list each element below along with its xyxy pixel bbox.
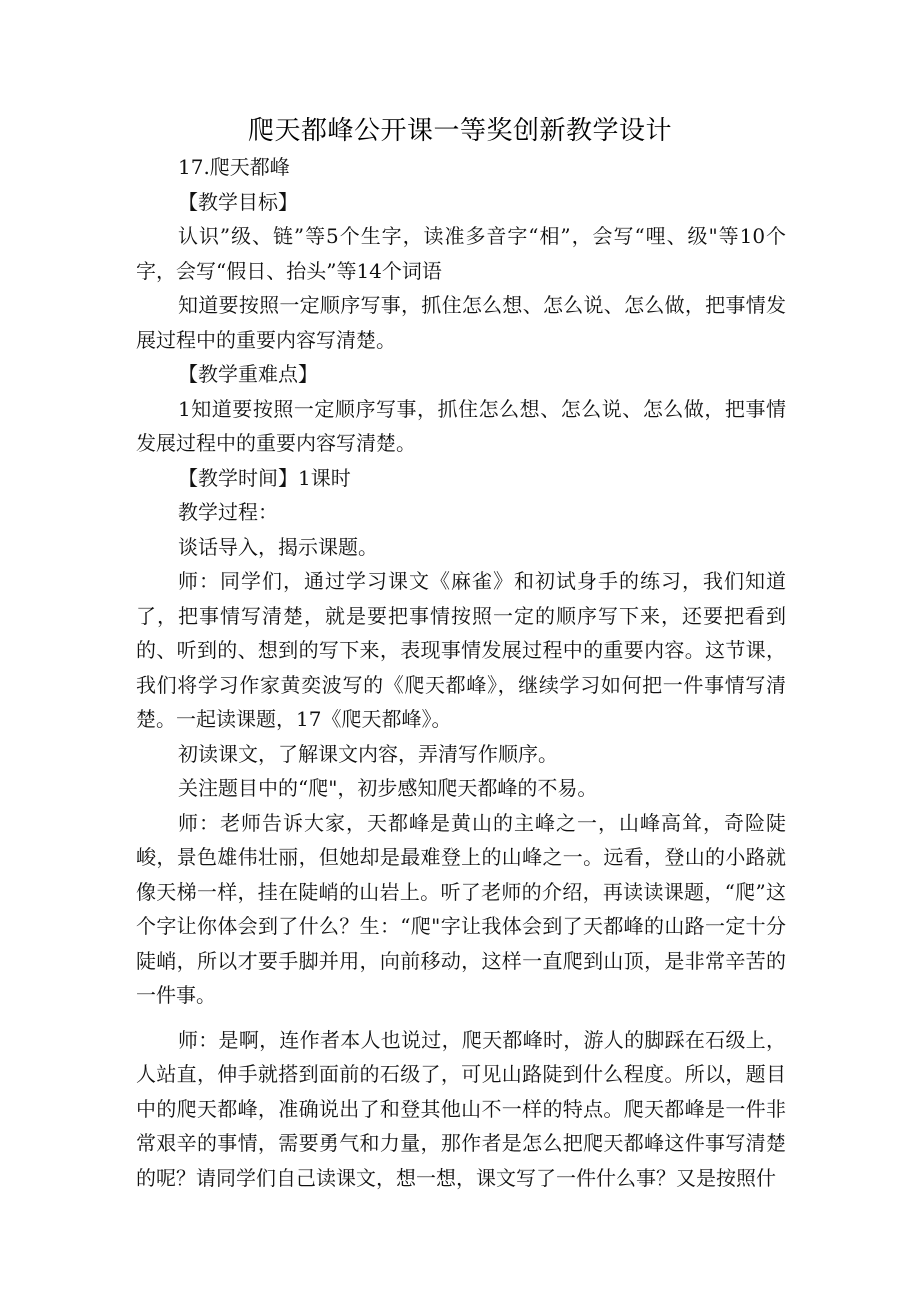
- paragraph-lesson-number: 17.爬天都峰: [178, 155, 290, 179]
- paragraph-first-reading: 初读课文，了解课文内容，弄清写作顺序。: [178, 741, 558, 766]
- paragraph-focus-title: 关注题目中的“爬"，初步感知爬天都峰的不易。: [178, 776, 598, 800]
- paragraph-teacher-tiandu: 师：老师告诉大家，天都峰是黄山的主峰之一，山峰高耸，奇险陡峻，景色雄伟壮丽，但她却是最难登上的山峰之一。远看，登山的小路就像天梯一样，挂在陡峭的山岩上。听了老师的介绍，再读读课题，“爬”这个字让你体会到了什么？生：“爬"字让我体会到了天都峰的山路一定十分陡峭，所以才要手脚并用，向前移动，这样一直爬到山顶，是非常辛苦的一件事。: [136, 810, 786, 1007]
- heading-teaching-time: 【教学时间】1课时: [178, 465, 351, 490]
- heading-key-points: 【教学重难点】: [178, 362, 318, 386]
- paragraph-teacher-conclusion: 师：是啊，连作者本人也说过，爬天都峰时，游人的脚踩在石级上，人站直，伸手就搭到面前的石级了，可见山路陡到什么程度。所以，题目中的爬天都峰，准确说出了和登其他山不一样的特点。爬天都峰是一件非常艰辛的事情，需要勇气和力量，那作者是怎么把爬天都峰这件事写清楚的呢？请同学们自己读课文，想一想，课文写了一件什么事？又是按照什: [136, 1027, 786, 1190]
- paragraph-intro: 谈话导入，揭示课题。: [178, 534, 378, 559]
- heading-teaching-process: 教学过程：: [178, 500, 278, 524]
- document-body: [136, 150, 786, 1195]
- heading-teaching-goals: 【教学目标】: [178, 189, 298, 214]
- paragraph-goal-characters: 认识”级、链”等5个生字，读准多音字“相”，会写“哩、级"等10个字，会写“假日、抬头”等14个词语: [136, 224, 786, 283]
- document-title: 爬天都峰公开课一等奖创新教学设计: [247, 116, 672, 146]
- paragraph-goal-writing: 知道要按照一定顺序写事，抓住怎么想、怎么说、怎么做，把事情发展过程中的重要内容写清楚。: [136, 293, 786, 352]
- paragraph-teacher-intro: 师：同学们，通过学习课文《麻雀》和初试身手的练习，我们知道了，把事情写清楚，就是要把事情按照一定的顺序写下来，还要把看到的、听到的、想到的写下来，表现事情发展过程中的重要内容。这节课，我们将学习作家黄奕波写的《爬天都峰》，继续学习如何把一件事情写清楚。一起读课题，17《爬天都峰》。: [136, 569, 786, 731]
- paragraph-key-point: 1知道要按照一定顺序写事，抓住怎么想、怎么说、怎么做，把事情发展过程中的重要内容写清楚。: [136, 396, 786, 455]
